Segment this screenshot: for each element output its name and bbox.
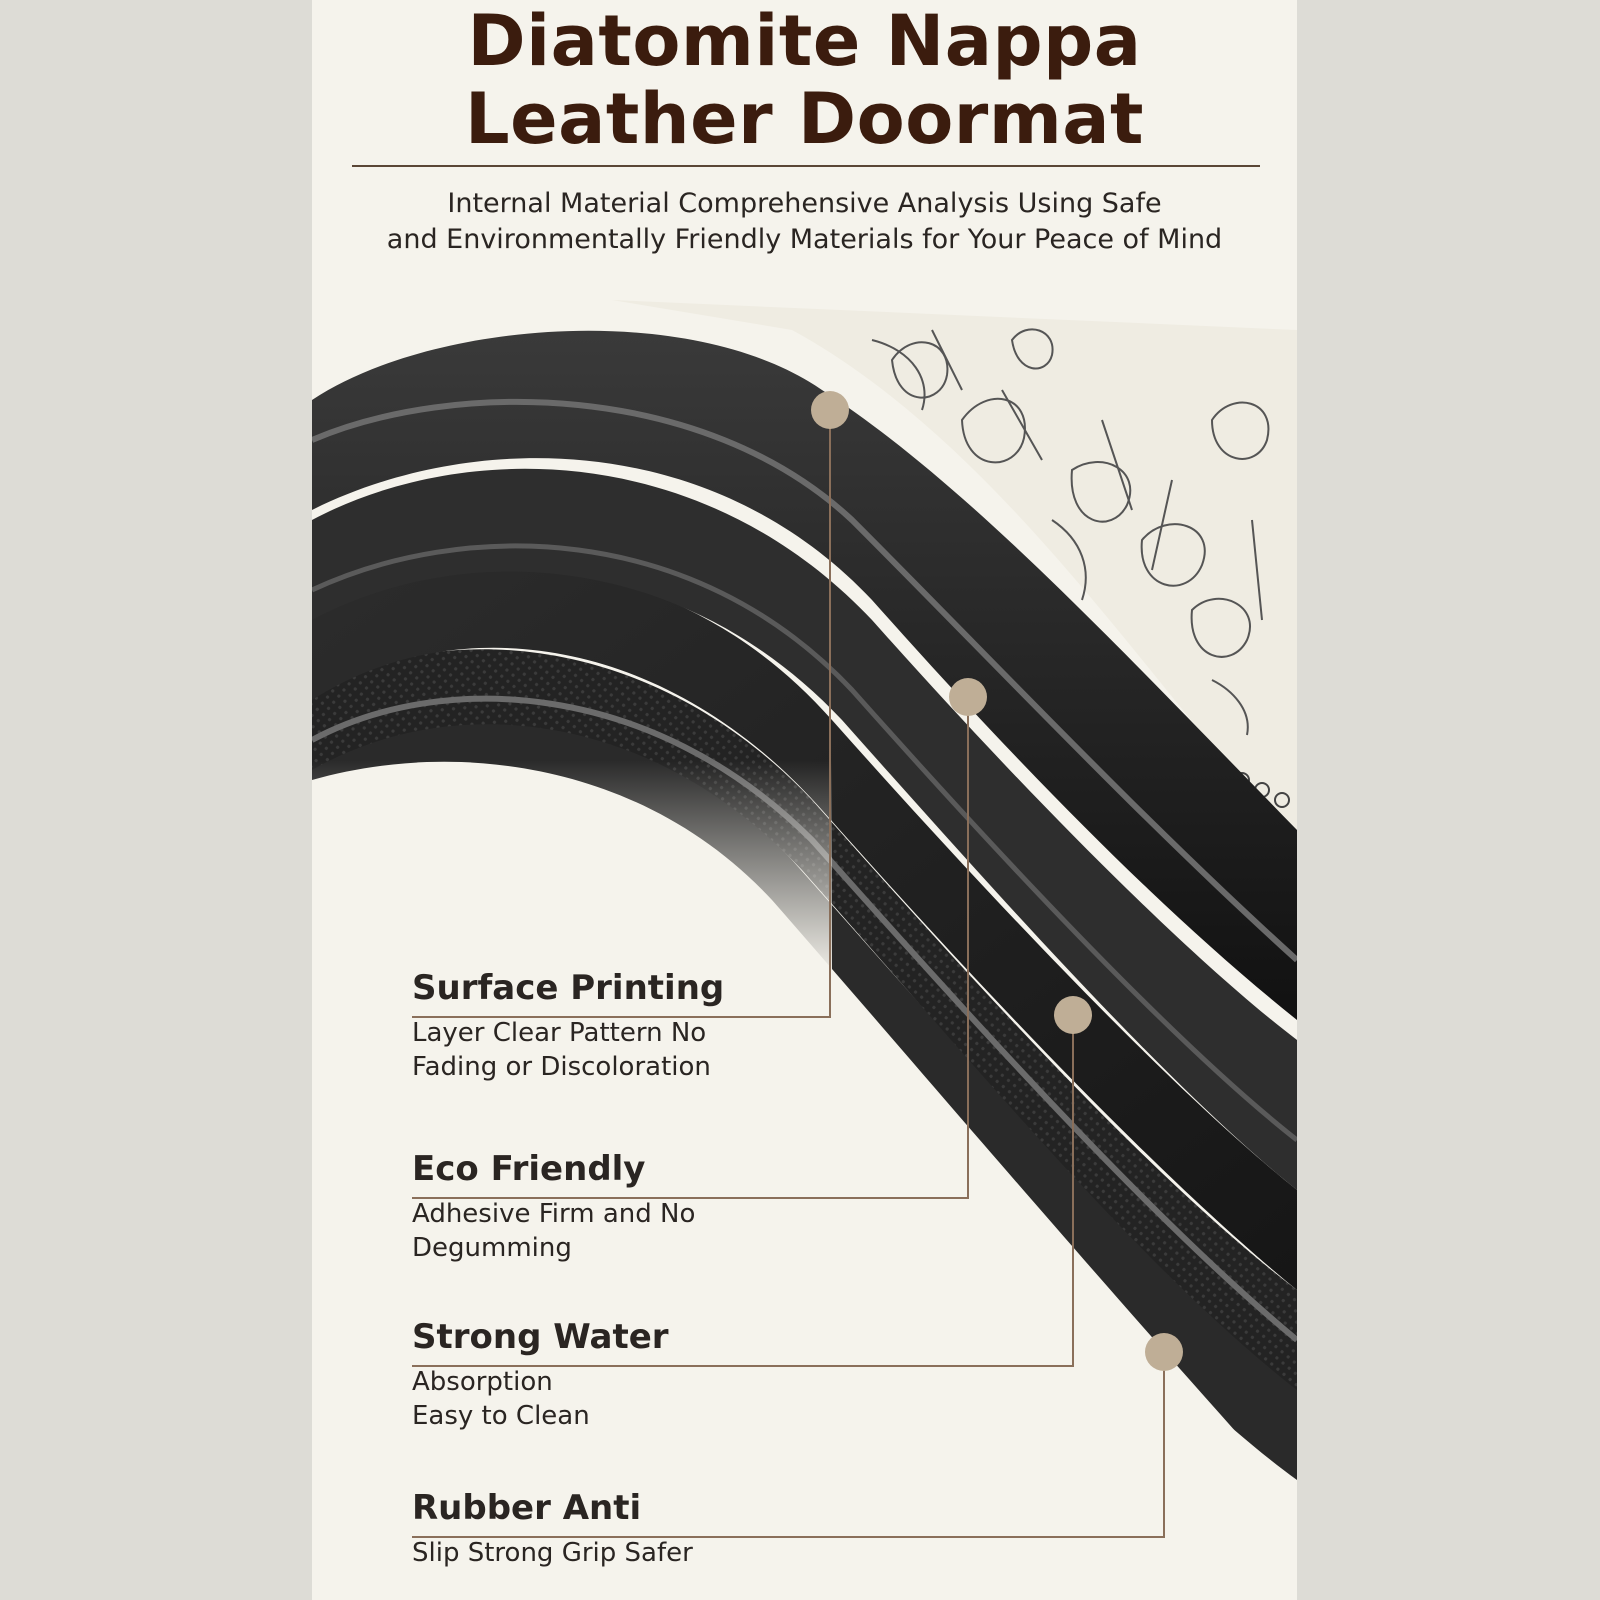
layer-label-rubber-anti [412, 1488, 1112, 1570]
layer-desc-line-1: Layer Clear Pattern No [412, 1018, 707, 1048]
layer-desc-line-1: Slip Strong Grip Safer [412, 1538, 693, 1568]
layer-desc-line-2: Fading or Discoloration [412, 1052, 711, 1082]
layer-heading: Rubber Anti [412, 1488, 642, 1528]
layer-description [412, 1365, 1112, 1433]
layer-desc-line-2: Degumming [412, 1233, 572, 1263]
layer-marker-dot-2 [949, 678, 987, 716]
layer-heading: Strong Water [412, 1317, 669, 1357]
layer-label-surface-printing [412, 968, 1112, 1084]
layer-marker-dot-4 [1145, 1333, 1183, 1371]
layer-desc-line-1: Adhesive Firm and No [412, 1199, 696, 1229]
layer-description [412, 1016, 1112, 1084]
layer-desc-line-1: Absorption [412, 1367, 553, 1397]
layer-desc-line-2: Easy to Clean [412, 1401, 590, 1431]
layer-description [412, 1197, 1112, 1265]
subtitle-line-1: Internal Material Comprehensive Analysis Using Safe [447, 188, 1162, 219]
product-infographic [312, 0, 1297, 1600]
subtitle-line-2: and Environmentally Friendly Materials for Your Peace of Mind [386, 224, 1223, 255]
title-line-1: Diatomite Nappa [467, 0, 1142, 82]
layer-heading: Eco Friendly [412, 1149, 646, 1189]
layer-heading: Surface Printing [412, 968, 725, 1008]
layer-marker-dot-1 [811, 391, 849, 429]
layer-label-eco-friendly [412, 1149, 1112, 1265]
layer-label-strong-water [412, 1317, 1112, 1433]
title-line-2: Leather Doormat [465, 78, 1144, 160]
layer-description [412, 1536, 1112, 1570]
